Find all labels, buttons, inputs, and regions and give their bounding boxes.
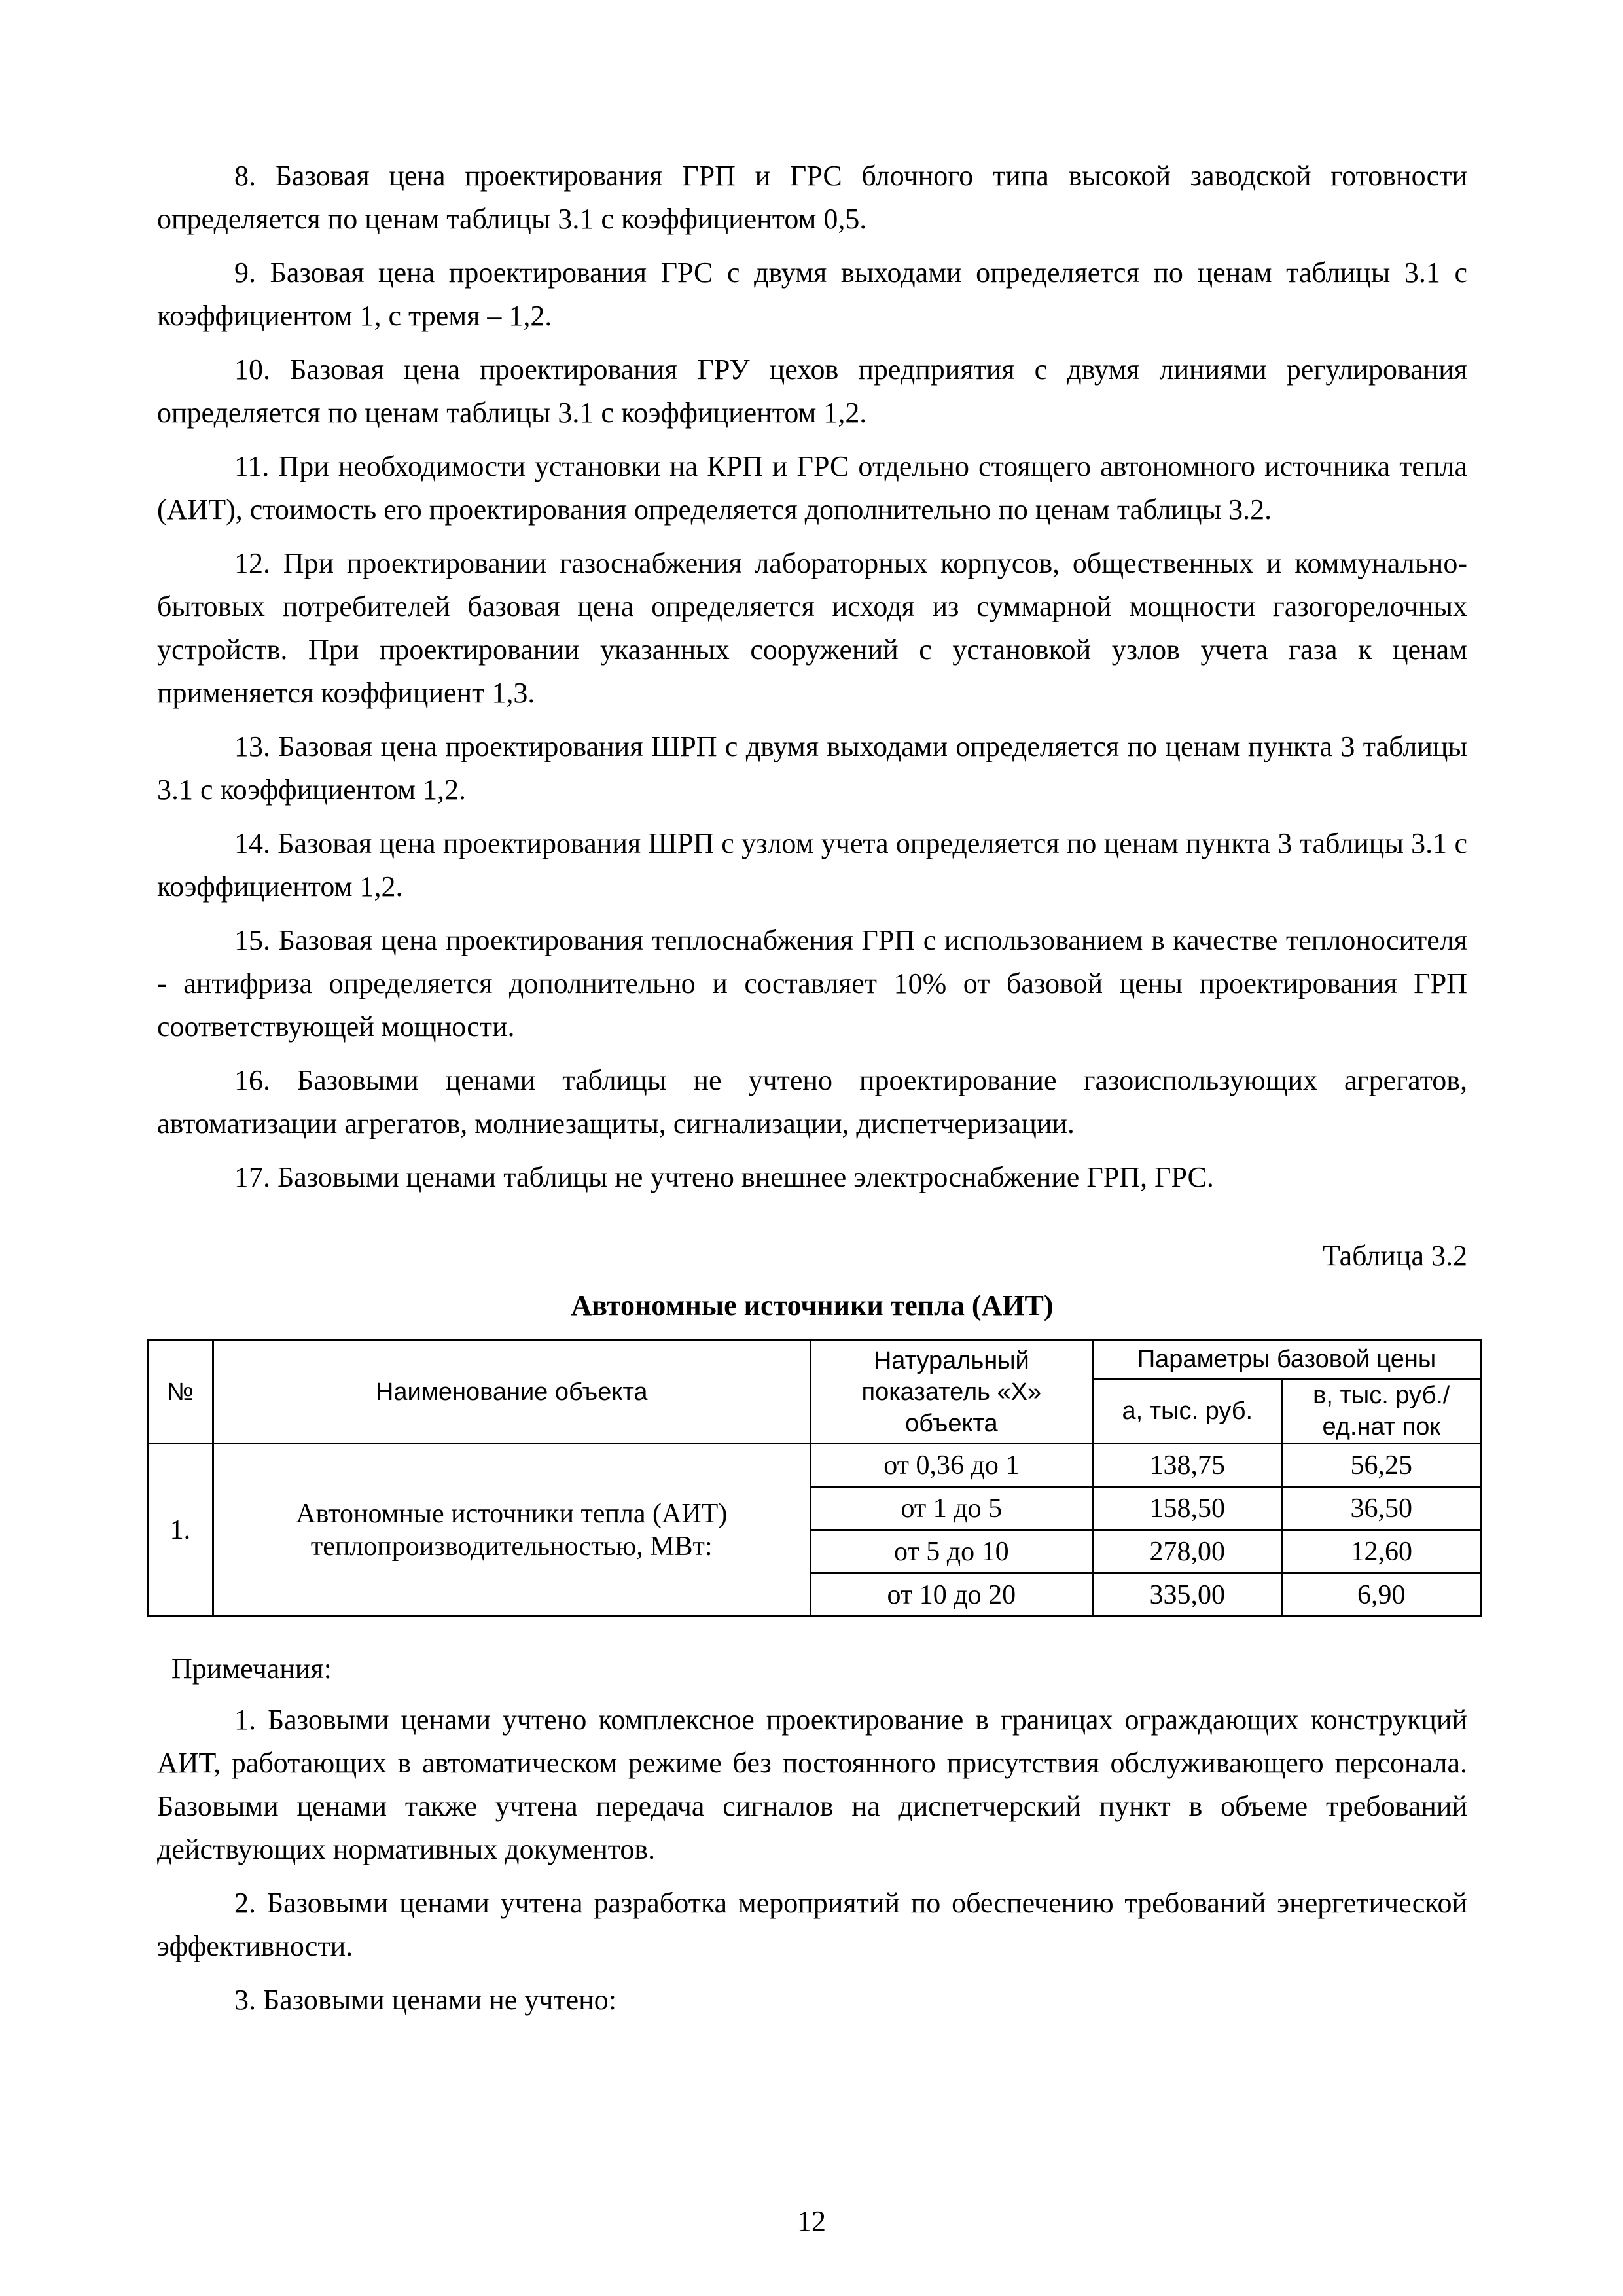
value-b-cell: 36,50 bbox=[1282, 1487, 1480, 1530]
header-params: Параметры базовой цены bbox=[1093, 1340, 1481, 1379]
value-b-cell: 6,90 bbox=[1282, 1573, 1480, 1617]
range-cell: от 1 до 5 bbox=[810, 1487, 1092, 1530]
range-cell: от 10 до 20 bbox=[810, 1573, 1092, 1617]
header-num: № bbox=[148, 1340, 213, 1444]
range-cell: от 0,36 до 1 bbox=[810, 1444, 1092, 1487]
paragraph-17: 17. Базовыми ценами таблицы не учтено внешнее электроснабжение ГРП, ГРС. bbox=[234, 1161, 1214, 1193]
price-table bbox=[147, 1339, 1482, 1617]
header-name: Наименование объекта bbox=[213, 1340, 810, 1444]
header-b: в, тыс. руб./ ед.нат пок bbox=[1282, 1379, 1480, 1444]
paragraph-12: 12. При проектировании газоснабжения лабораторных корпусов, общественных и коммунально-бытовых потребителей базовая цена определяется исходя из суммарной мощности газогорелочных устройств. При проектировании указанных сооружений с установкой узлов учета газа к ценам применяется коэффициент 1,3. bbox=[157, 547, 1467, 709]
paragraph-14: 14. Базовая цена проектирования ШРП с узлом учета определяется по ценам пункта 3 таблицы 3.1 с коэффициентом 1,2. bbox=[157, 827, 1467, 903]
table-title: Автономные источники тепла (АИТ) bbox=[571, 1289, 1054, 1321]
paragraph-13: 13. Базовая цена проектирования ШРП с двумя выходами определяется по ценам пункта 3 таблицы 3.1 с коэффициентом 1,2. bbox=[157, 730, 1467, 806]
item-name: Автономные источники тепла (АИТ) теплопроизводительностью, МВт: bbox=[213, 1444, 810, 1617]
range-cell: от 5 до 10 bbox=[810, 1530, 1092, 1573]
paragraph-8: 8. Базовая цена проектирования ГРП и ГРС блочного типа высокой заводской готовности определяется по ценам таблицы 3.1 с коэффициентом 0,5. bbox=[157, 160, 1467, 235]
value-a-cell: 138,75 bbox=[1093, 1444, 1282, 1487]
page-content bbox=[157, 154, 1467, 2032]
note-2: 2. Базовыми ценами учтена разработка мероприятий по обеспечению требований энергетической эффективности. bbox=[157, 1887, 1467, 1962]
paragraph-11: 11. При необходимости установки на КРП и ГРС отдельно стоящего автономного источника тепла (АИТ), стоимость его проектирования определяется дополнительно по ценам таблицы 3.2. bbox=[157, 450, 1467, 526]
page-number: 12 bbox=[797, 2205, 826, 2237]
paragraph-15: 15. Базовая цена проектирования теплоснабжения ГРП с использованием в качестве теплоносителя - антифриза определяется дополнительно и составляет 10% от базовой цены проектирования ГРП соответствующей мощности. bbox=[157, 924, 1467, 1043]
value-a-cell: 278,00 bbox=[1093, 1530, 1282, 1573]
paragraph-16: 16. Базовыми ценами таблицы не учтено проектирование газоиспользующих агрегатов, автоматизации агрегатов, молниезащиты, сигнализации, диспетчеризации. bbox=[157, 1064, 1467, 1139]
value-a-cell: 158,50 bbox=[1093, 1487, 1282, 1530]
note-3: 3. Базовыми ценами не учтено: bbox=[234, 1984, 616, 2016]
note-1: 1. Базовыми ценами учтено комплексное проектирование в границах ограждающих конструкций АИТ, работающих в автоматическом режиме без постоянного присутствия обслуживающего персонала. Базовыми ценами также учтена передача сигналов на диспетчерский пункт в объеме требований действующих нормативных документов. bbox=[157, 1704, 1467, 1865]
notes-title: Примечания: bbox=[171, 1653, 332, 1685]
item-number: 1. bbox=[148, 1444, 213, 1617]
paragraph-9: 9. Базовая цена проектирования ГРС с двумя выходами определяется по ценам таблицы 3.1 с коэффициентом 1, с тремя – 1,2. bbox=[157, 257, 1467, 332]
table-caption: Таблица 3.2 bbox=[1322, 1240, 1467, 1272]
header-indicator: Натуральный показатель «X» объекта bbox=[810, 1340, 1092, 1444]
header-a: а, тыс. руб. bbox=[1093, 1379, 1282, 1444]
table-row bbox=[148, 1444, 1481, 1487]
value-a-cell: 335,00 bbox=[1093, 1573, 1282, 1617]
value-b-cell: 56,25 bbox=[1282, 1444, 1480, 1487]
table-header-row bbox=[148, 1340, 1481, 1379]
value-b-cell: 12,60 bbox=[1282, 1530, 1480, 1573]
paragraph-10: 10. Базовая цена проектирования ГРУ цехов предприятия с двумя линиями регулирования определяется по ценам таблицы 3.1 с коэффициентом 1,2. bbox=[157, 353, 1467, 429]
